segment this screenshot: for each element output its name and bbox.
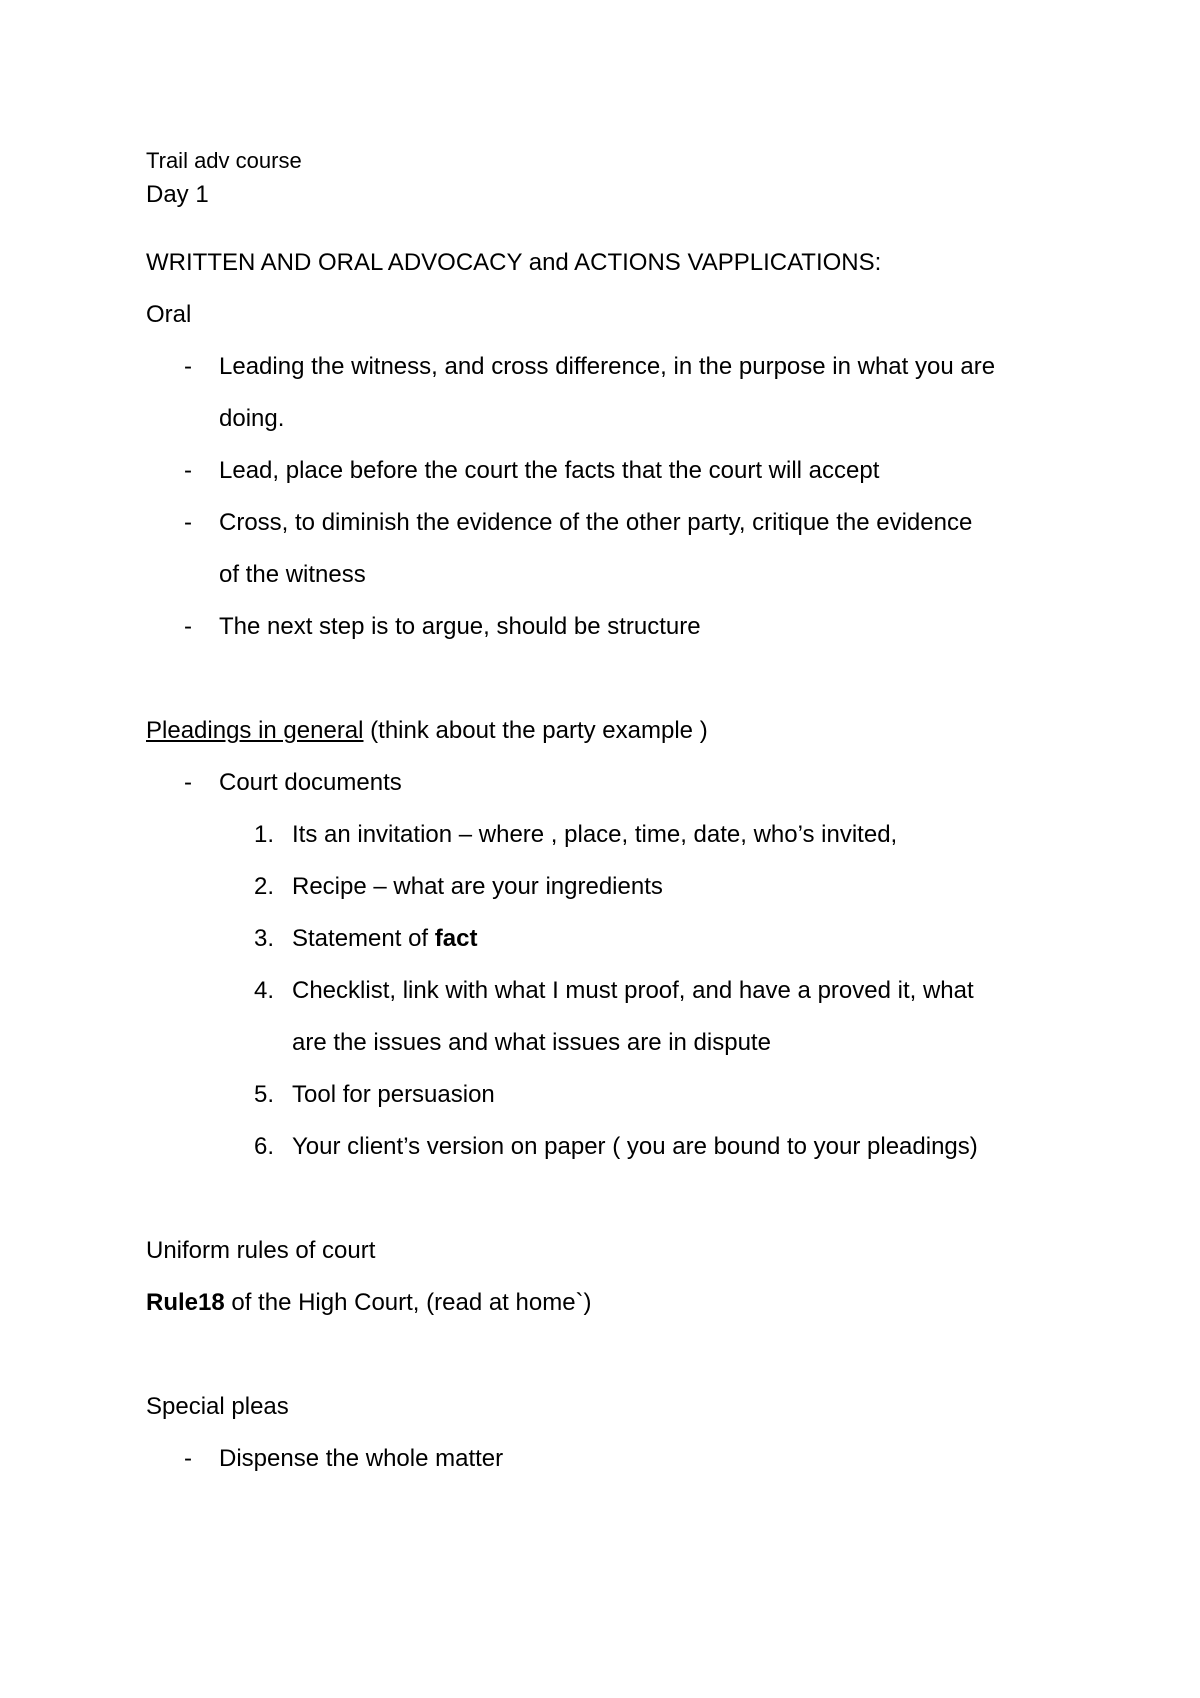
bullet-marker: - [184,509,192,536]
pleadings-item-4-line-2: are the issues and what issues are in dispute [292,1029,771,1056]
oral-bullet-3-line-2: of the witness [219,561,366,588]
pleadings-line [146,716,708,746]
pleadings-item-3 [292,924,477,954]
special-pleas-bullet: Dispense the whole matter [219,1445,504,1472]
item-3-bold: fact [434,925,478,952]
uniform-rules: Uniform rules of court [146,1237,376,1264]
section-heading: WRITTEN AND ORAL ADVOCACY and ACTIONS VAPPLICATIONS: [146,249,882,276]
pleadings-item-5: Tool for persuasion [292,1081,495,1108]
bullet-marker: - [184,1445,192,1472]
pleadings-note: (think about the party example ) [363,717,708,744]
item-number: 6. [254,1133,275,1160]
rule18-bold: Rule18 [146,1289,225,1316]
day-label: Day 1 [146,181,209,208]
special-pleas-heading: Special pleas [146,1393,289,1420]
oral-bullet-4: The next step is to argue, should be structure [219,613,701,640]
bullet-marker: - [184,353,192,380]
pleadings-item-1: Its an invitation – where , place, time, date, who’s invited, [292,821,898,848]
oral-bullet-3-line-1: Cross, to diminish the evidence of the other party, critique the evidence [219,509,973,536]
pleadings-heading: Pleadings in general [146,717,364,744]
pleadings-item-4-line-1: Checklist, link with what I must proof, and have a proved it, what [292,977,974,1004]
rule18-line [146,1288,592,1318]
item-3-prefix: Statement of [292,925,435,952]
oral-bullet-2: Lead, place before the court the facts that the court will accept [219,457,880,484]
oral-label: Oral [146,301,192,328]
item-number: 5. [254,1081,275,1108]
oral-bullet-1-line-1: Leading the witness, and cross difference, in the purpose in what you are [219,353,996,380]
bullet-marker: - [184,613,192,640]
bullet-marker: - [184,457,192,484]
item-number: 4. [254,977,275,1004]
item-number: 3. [254,925,275,952]
item-number: 1. [254,821,275,848]
course-title: Trail adv course [146,148,302,173]
rule18-rest: of the High Court, (read at home`) [224,1289,592,1316]
court-documents-bullet: Court documents [219,769,402,796]
bullet-marker: - [184,769,192,796]
pleadings-item-2: Recipe – what are your ingredients [292,873,663,900]
oral-bullet-1-line-2: doing. [219,405,285,432]
item-number: 2. [254,873,275,900]
pleadings-item-6: Your client’s version on paper ( you are bound to your pleadings) [292,1133,978,1160]
